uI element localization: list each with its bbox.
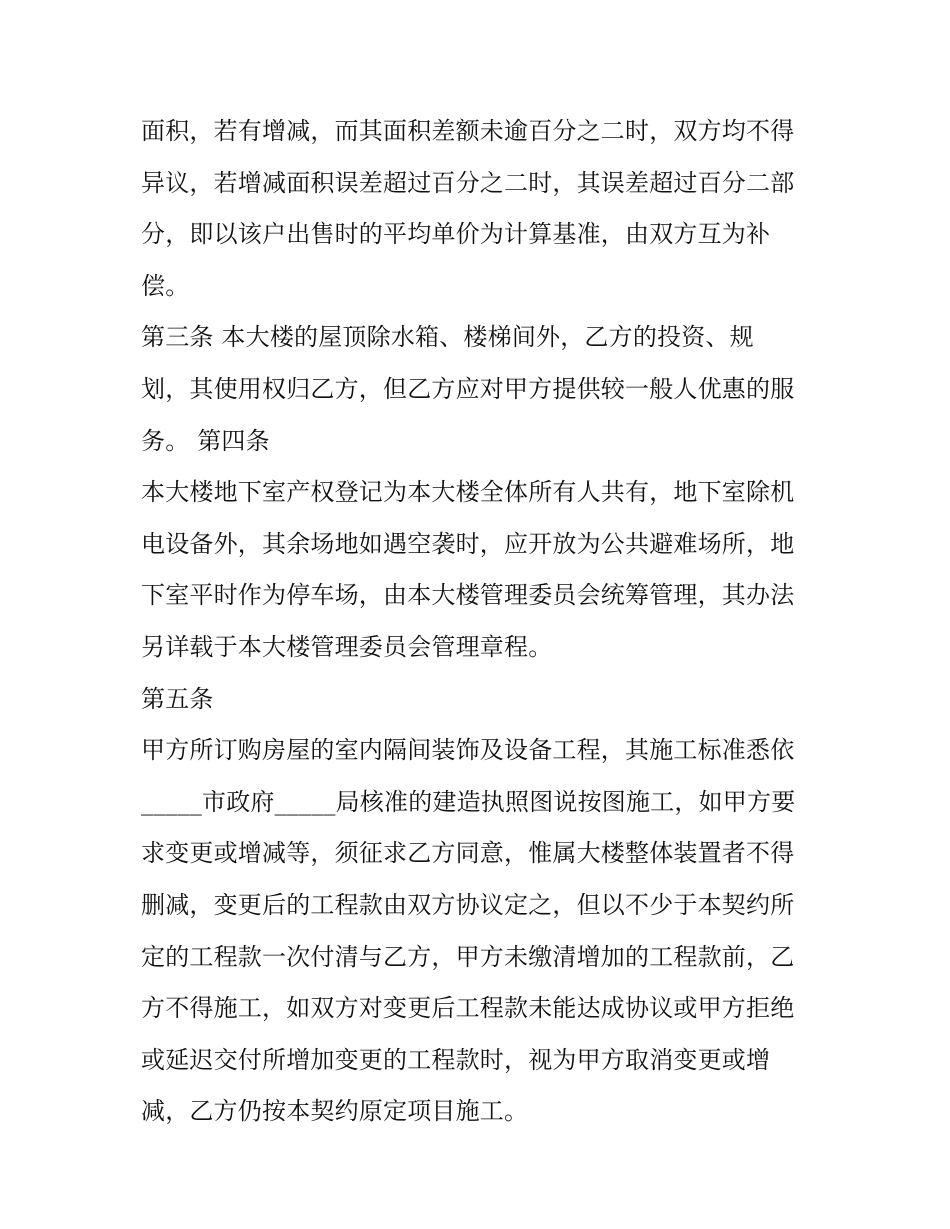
text-line: 求变更或增减等，须征求乙方同意，惟属大楼整体装置者不得	[141, 839, 795, 868]
text-line: 删减，变更后的工程款由双方协议定之，但以不少于本契约所	[141, 890, 795, 919]
text-line: 或延迟交付所增加变更的工程款时，视为甲方取消变更或增	[141, 1045, 771, 1074]
text-line: 本大楼地下室产权登记为本大楼全体所有人共有，地下室除机	[141, 478, 795, 507]
text-line: 减，乙方仍按本契约原定项目施工。	[141, 1097, 529, 1126]
text-line: 方不得施工，如双方对变更后工程款未能达成协议或甲方拒绝	[141, 994, 795, 1023]
text-line: 划，其使用权归乙方，但乙方应对甲方提供较一般人优惠的服	[141, 374, 795, 403]
text-line: 定的工程款一次付清与乙方，甲方未缴清增加的工程款前，乙	[141, 942, 795, 971]
text-line: 电设备外，其余场地如遇空袭时，应开放为公共避难场所，地	[141, 529, 795, 558]
text-line: 另详载于本大楼管理委员会管理章程。	[141, 632, 553, 661]
article-three-line: 第三条 本大楼的屋顶除水箱、楼梯间外，乙方的投资、规	[141, 323, 754, 352]
text-line: 分，即以该户出售时的平均单价为计算基准，由双方互为补	[141, 220, 771, 249]
text-line: 偿。	[141, 271, 190, 300]
article-four-heading-line: 务。 第四条	[141, 426, 270, 455]
text-line: 甲方所订购房屋的室内隔间装饰及设备工程，其施工标准悉依	[141, 736, 795, 765]
text-line: _____市政府_____局核准的建造执照图说按图施工，如甲方要	[141, 787, 796, 816]
article-five-heading: 第五条	[141, 684, 214, 713]
contract-text-body	[141, 106, 831, 1138]
text-line: 异议，若增减面积误差超过百分之二时，其误差超过百分二部	[141, 168, 795, 197]
text-line: 面积，若有增减，而其面积差额未逾百分之二时，双方均不得	[141, 117, 795, 145]
text-line: 下室平时作为停车场，由本大楼管理委员会统筹管理，其办法	[141, 581, 795, 610]
